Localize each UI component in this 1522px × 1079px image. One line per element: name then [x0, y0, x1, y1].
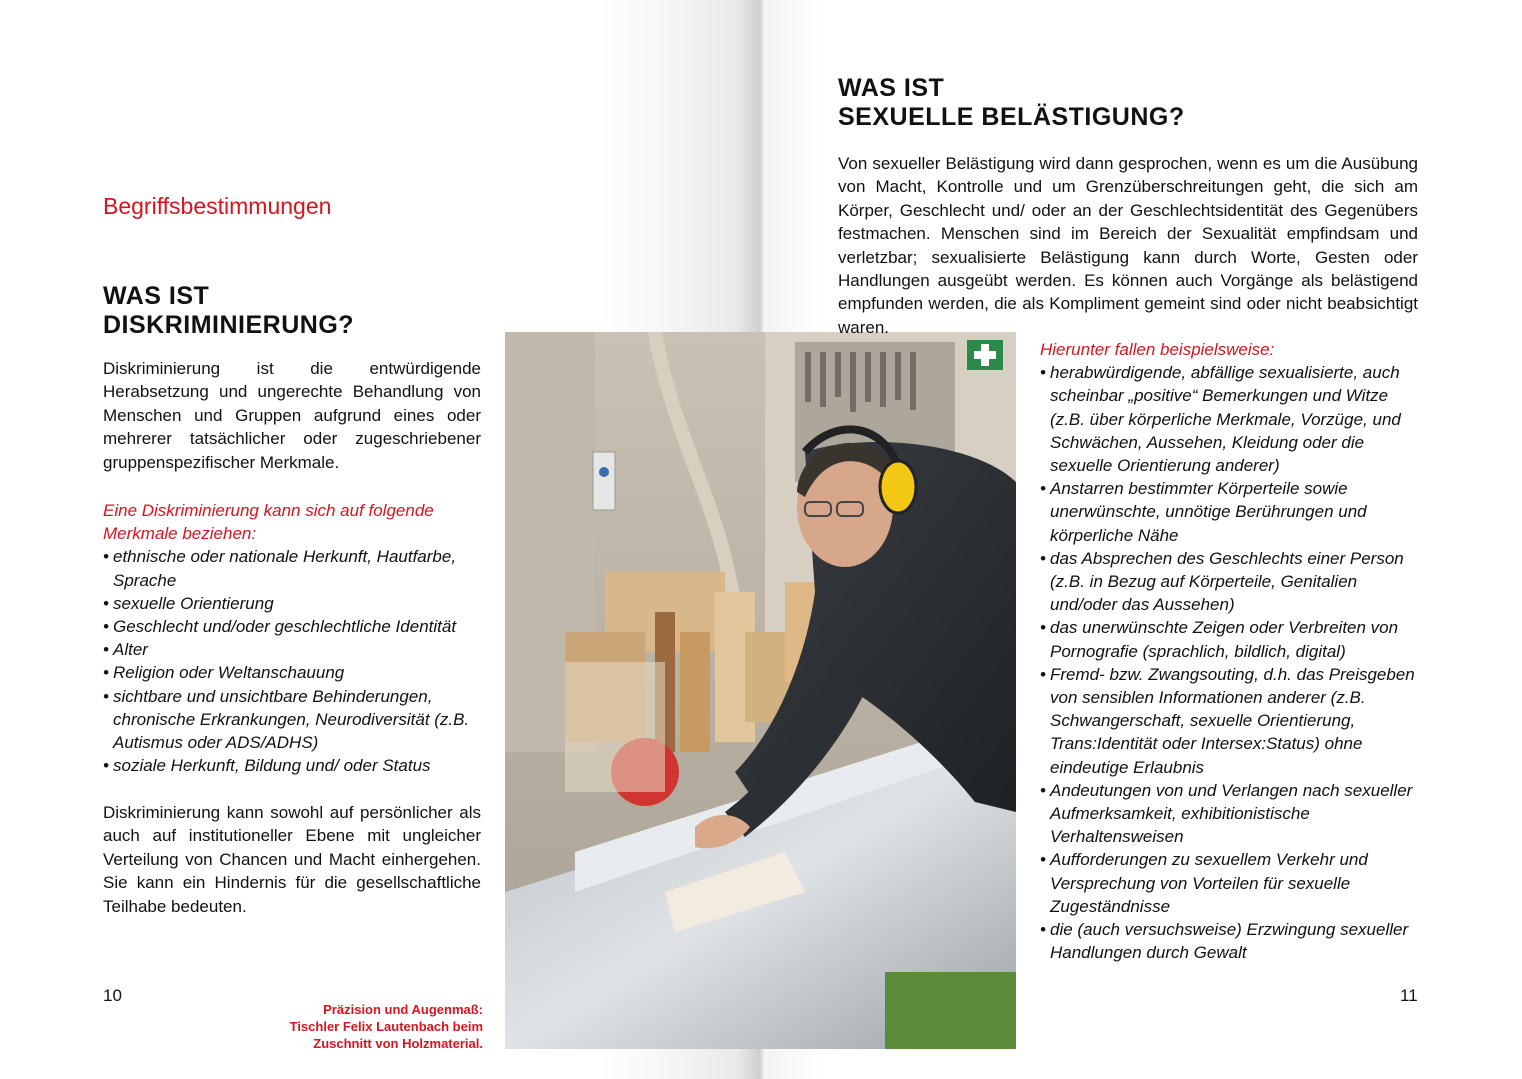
- discrimination-levels-paragraph: Diskriminierung kann sowohl auf persönlicher als auch auf institutioneller Ebene mit ungleicher Verteilung von Chancen und Macht einhergehen. Sie kann ein Hindernis für die gesellschaftliche Teilhabe bedeuten.: [103, 803, 481, 916]
- list-intro: Eine Diskriminierung kann sich auf folgende Merkmale beziehen:: [103, 501, 434, 544]
- harassment-definition: Von sexueller Belästigung wird dann gesprochen, wenn es um die Ausübung von Macht, Kontrolle und um Grenzüberschreitungen geht, die sich am Körper, Geschlecht und/ oder an der Geschlechtsidentität des Gegenübers festmachen. Menschen sind im Bereich der Sexualität empfindsam und verletzbar; sexualisierte Belästigung kann durch Worte, Gesten oder Handlungen ausgeübt werden. Es können auch Vorgänge als belästigend empfunden werden, die als Kompliment gemeint sind oder nicht beabsichtigt waren.: [838, 154, 1418, 337]
- heading-line: WAS IST: [838, 74, 945, 102]
- heading-line: DISKRIMINIERUNG?: [103, 311, 355, 339]
- list-item: • das Absprechen des Geschlechts einer Person (z.B. in Bezug auf Körperteile, Genitalien und/oder das Aussehen): [1040, 547, 1420, 617]
- caption-line: Zuschnitt von Holzmaterial.: [313, 1036, 483, 1051]
- list-item: • Fremd- bzw. Zwangsouting, d.h. das Preisgeben von sensiblen Informationen anderer (z.B. Schwangerschaft, sexuelle Orientierung, Trans:Identität oder Intersex:Status) ohne eindeutige Erlaubnis: [1040, 663, 1420, 779]
- list-item: • sichtbare und unsichtbare Behinderungen, chronische Erkrankungen, Neurodiversität (z.B. Autismus oder ADS/ADHS): [103, 685, 483, 755]
- list-item: • ethnische oder nationale Herkunft, Hautfarbe, Sprache: [103, 545, 483, 591]
- section-label: Begriffsbestimmungen: [103, 193, 332, 219]
- list-item: • soziale Herkunft, Bildung und/ oder Status: [103, 754, 483, 777]
- heading-line: SEXUELLE BELÄSTIGUNG?: [838, 103, 1185, 131]
- list-item: • Alter: [103, 638, 483, 661]
- page-number-right: 11: [1400, 986, 1418, 1005]
- carpenter-photo-illustration: [505, 332, 1016, 1049]
- list-intro: Hierunter fallen beispielsweise:: [1040, 340, 1275, 359]
- list-item: • Aufforderungen zu sexuellem Verkehr und Versprechung von Vorteilen für sexuelle Zugeständnisse: [1040, 848, 1420, 918]
- carpenter-photo: [505, 332, 1016, 1049]
- photo-caption: [250, 1001, 483, 1052]
- list-item: • das unerwünschte Zeigen oder Verbreiten von Pornografie (sprachlich, bildlich, digital): [1040, 616, 1420, 662]
- caption-line: Tischler Felix Lautenbach beim: [289, 1019, 483, 1034]
- list-item: • Geschlecht und/oder geschlechtliche Identität: [103, 615, 483, 638]
- heading-discrimination: [103, 282, 354, 340]
- harassment-examples-list: [1040, 338, 1420, 964]
- list-item: • sexuelle Orientierung: [103, 592, 483, 615]
- heading-line: WAS IST: [103, 282, 210, 310]
- list-item: • Andeutungen von und Verlangen nach sexueller Aufmerksamkeit, exhibitionistische Verhaltensweisen: [1040, 779, 1420, 849]
- discrimination-definition: Diskriminierung ist die entwürdigende Herabsetzung und ungerechte Behandlung von Menschen und Gruppen aufgrund eines oder mehrerer tatsächlicher oder zugeschriebener gruppenspezifischer Merkmale.: [103, 359, 481, 472]
- caption-line: Präzision und Augenmaß:: [323, 1002, 483, 1017]
- list-item: • herabwürdigende, abfällige sexualisierte, auch scheinbar „positive“ Bemerkungen und Witze (z.B. über körperliche Merkmale, Vorzüge, und Schwächen, Aussehen, Kleidung oder die sexuelle Orientierung anderer): [1040, 361, 1420, 477]
- discrimination-characteristics-list: [103, 499, 483, 777]
- page-number-left: 10: [103, 986, 122, 1005]
- list-item: • Anstarren bestimmter Körperteile sowie unerwünschte, unnötige Berührungen und körperliche Nähe: [1040, 477, 1420, 547]
- heading-sexual-harassment: [838, 74, 1185, 132]
- list-item: • Religion oder Weltanschauung: [103, 661, 483, 684]
- list-item: • die (auch versuchsweise) Erzwingung sexueller Handlungen durch Gewalt: [1040, 918, 1420, 964]
